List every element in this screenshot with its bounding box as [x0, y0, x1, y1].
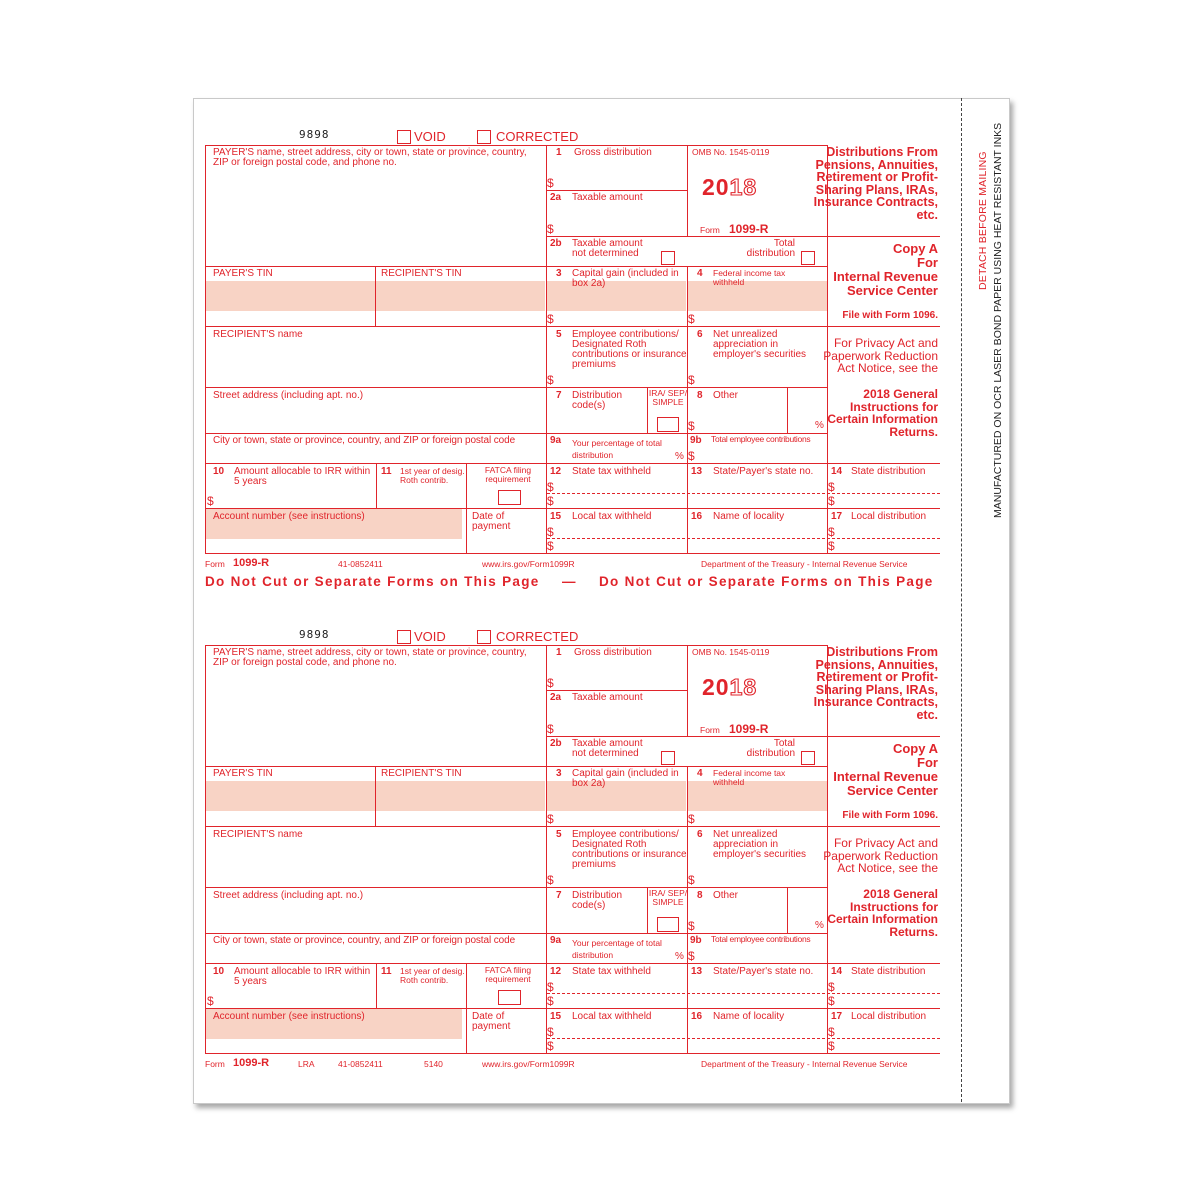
box9a-label: Your percentage of total distribution — [572, 438, 662, 460]
rule-line — [205, 645, 828, 646]
separator-dash: — — [562, 574, 577, 589]
tax-year: 2018 — [702, 174, 758, 200]
dollar-sign: $ — [688, 873, 695, 887]
form-name: 1099-R — [729, 722, 769, 736]
box2b-checkbox[interactable] — [661, 751, 675, 765]
shaded-field — [376, 281, 545, 311]
fatca-label: FATCA filing requirement — [484, 465, 532, 484]
form-label: % — [675, 451, 684, 462]
dashed-rule — [547, 493, 940, 494]
form-code: 9898 — [299, 128, 330, 141]
box6-num: 6 — [697, 329, 703, 340]
box11-label: 1st year of desig. Roth contrib. — [400, 466, 465, 485]
box2b-label: Taxable amount not determined — [572, 238, 643, 259]
box9a-num: 9a — [550, 935, 562, 946]
dollar-sign: $ — [688, 449, 695, 463]
privacy-instructions: 2018 General Instructions for Certain Information Returns. — [827, 387, 938, 439]
payer-tin-label: PAYER'S TIN — [213, 768, 273, 779]
omb-number: OMB No. 1545-0119 — [692, 147, 770, 157]
box2b-num: 2b — [550, 238, 562, 249]
form-word: Form — [700, 725, 720, 735]
box5-num: 5 — [556, 329, 562, 340]
box5-num: 5 — [556, 829, 562, 840]
box3-label: Capital gain (included in box 2a) — [572, 268, 679, 289]
footer-url: www.irs.gov/Form1099R — [482, 559, 575, 569]
date-of-payment-label: Date of payment — [472, 1011, 511, 1032]
rule-line — [827, 826, 940, 827]
dollar-sign: $ — [828, 1025, 835, 1039]
dollar-sign: $ — [688, 373, 695, 387]
dollar-sign: $ — [547, 373, 554, 387]
rule-line — [205, 766, 828, 767]
fatca-label: FATCA filing requirement — [484, 965, 532, 984]
privacy-notice: For Privacy Act and Paperwork Reduction Act Notice, see the — [823, 336, 938, 376]
dollar-sign: $ — [547, 722, 554, 736]
total-distribution-label: Total distribution — [746, 738, 795, 759]
box1-label: 1 Gross distribution — [556, 147, 652, 158]
box4-label: Federal income tax withheld — [713, 268, 786, 287]
box3-num: 3 — [556, 268, 562, 279]
box12-label: 12 State tax withheld — [550, 466, 651, 477]
rule-line — [205, 387, 828, 388]
dollar-sign: $ — [828, 525, 835, 539]
box4-num: 4 — [697, 768, 703, 779]
rule-line — [205, 1053, 940, 1054]
form-label: % — [675, 951, 684, 962]
form-title: Distributions From Pensions, Annuities, Retirement or Profit-Sharing Plans, IRAs, Insurance Contracts, etc. — [813, 645, 938, 722]
dollar-sign: $ — [688, 919, 695, 933]
file-with-label: File with Form 1096. — [842, 310, 938, 321]
footer-department: Department of the Treasury - Internal Revenue Service — [701, 1059, 908, 1069]
dashed-rule — [547, 1038, 940, 1039]
box16-label: 16 Name of locality — [691, 511, 785, 522]
detach-notice: DETACH BEFORE MAILING — [977, 151, 989, 290]
box3-num: 3 — [556, 768, 562, 779]
dollar-sign: $ — [547, 980, 554, 994]
box2b-label: Taxable amount not determined — [572, 738, 643, 759]
date-of-payment-label: Date of payment — [472, 511, 511, 532]
fatca-checkbox[interactable] — [498, 990, 521, 1005]
manufactured-notice: MANUFACTURED ON OCR LASER BOND PAPER USING HEAT RESISTANT INKS — [992, 122, 1004, 518]
for-label: For — [917, 255, 938, 270]
box16-label: 16 Name of locality — [691, 1011, 785, 1022]
street-address-label: Street address (including apt. no.) — [213, 390, 364, 401]
footer-form-name: 1099-R — [233, 1057, 270, 1069]
rule-line — [205, 963, 940, 964]
box9b-label: Total employee contributions — [711, 934, 811, 944]
recipient-name-label: RECIPIENT'S name — [213, 829, 303, 840]
ira-sep-simple-label: IRA/ SEP/ SIMPLE — [648, 888, 688, 907]
box17-label: 17 Local distribution — [831, 511, 927, 522]
copy-a-label: Copy A — [892, 241, 938, 256]
city-label: City or town, state or province, country, and ZIP or foreign postal code — [213, 935, 516, 946]
payer-tin-label: PAYER'S TIN — [213, 268, 273, 279]
box2b-checkbox[interactable] — [661, 251, 675, 265]
corrected-label: CORRECTED — [496, 129, 579, 144]
box11-label: 1st year of desig. Roth contrib. — [400, 966, 465, 985]
corrected-checkbox[interactable] — [477, 130, 491, 144]
shaded-field — [206, 781, 375, 811]
void-checkbox[interactable] — [397, 630, 411, 644]
footer-5140: 5140 — [424, 1059, 443, 1069]
corrected-label: CORRECTED — [496, 629, 579, 644]
box5-label: Employee contributions/ Designated Roth contributions or insurance premiums — [572, 329, 687, 370]
copy-a-label: Copy A — [892, 741, 938, 756]
box6-label: Net unrealized appreciation in employer's securities — [713, 329, 807, 360]
privacy-instructions: 2018 General Instructions for Certain Information Returns. — [827, 887, 938, 939]
privacy-notice: For Privacy Act and Paperwork Reduction Act Notice, see the — [823, 836, 938, 876]
shaded-field — [376, 781, 545, 811]
irs-center-label: Internal Revenue Service Center — [833, 269, 938, 298]
box9a-num: 9a — [550, 435, 562, 446]
box3-label: Capital gain (included in box 2a) — [572, 768, 679, 789]
footer-department: Department of the Treasury - Internal Revenue Service — [701, 559, 908, 569]
dollar-sign: $ — [547, 1025, 554, 1039]
dollar-sign: $ — [547, 494, 554, 508]
dollar-sign: $ — [828, 1039, 835, 1053]
rule-line — [546, 190, 687, 191]
dollar-sign: $ — [547, 480, 554, 494]
box7-num: 7 — [556, 890, 562, 901]
box10-num: 10 — [213, 466, 225, 477]
rule-line — [827, 326, 940, 327]
for-label: For — [917, 755, 938, 770]
rule-line — [205, 1008, 940, 1009]
rule-line — [687, 766, 688, 1053]
rule-line — [205, 326, 828, 327]
box17-label: 17 Local distribution — [831, 1011, 927, 1022]
ira-sep-simple-checkbox[interactable] — [657, 417, 679, 432]
corrected-checkbox[interactable] — [477, 630, 491, 644]
box10-label: Amount allocable to IRR within 5 years — [234, 966, 371, 987]
account-number-label: Account number (see instructions) — [213, 1011, 365, 1022]
dollar-sign: $ — [828, 480, 835, 494]
rule-line — [205, 266, 828, 267]
dollar-sign: $ — [688, 812, 695, 826]
box1-label: 1 Gross distribution — [556, 647, 652, 658]
dollar-sign: $ — [688, 312, 695, 326]
recipient-tin-label: RECIPIENT'S TIN — [381, 268, 462, 279]
box10-label: Amount allocable to IRR within 5 years — [234, 466, 371, 487]
rule-line — [376, 963, 377, 1008]
form-word: Form — [700, 225, 720, 235]
void-label: VOID — [414, 129, 446, 144]
dollar-sign: $ — [828, 494, 835, 508]
box13-label: 13 State/Payer's state no. — [691, 966, 814, 977]
box15-label: 15 Local tax withheld — [550, 1011, 652, 1022]
dollar-sign: $ — [688, 419, 695, 433]
box7-label: Distribution code(s) — [572, 890, 623, 911]
form-code: 9898 — [299, 628, 330, 641]
void-label: VOID — [414, 629, 446, 644]
footer-form-word: Form — [205, 1059, 225, 1069]
dollar-sign: $ — [547, 994, 554, 1008]
rule-line — [205, 826, 828, 827]
box14-label: 14 State distribution — [831, 466, 926, 477]
rule-line — [205, 887, 828, 888]
box9b-label: Total employee contributions — [711, 434, 811, 444]
dollar-sign: $ — [547, 222, 554, 236]
box8-label: Other — [713, 390, 739, 401]
box6-num: 6 — [697, 829, 703, 840]
dollar-sign: $ — [547, 539, 554, 553]
dashed-rule — [547, 993, 940, 994]
dollar-sign: $ — [547, 1039, 554, 1053]
rule-line — [205, 145, 828, 146]
rule-line — [375, 266, 376, 327]
payer-info-label: PAYER'S name, street address, city or town, state or province, country, ZIP or foreign postal code, and phone no. — [213, 147, 527, 168]
rule-line — [687, 645, 688, 736]
void-checkbox[interactable] — [397, 130, 411, 144]
dollar-sign: $ — [547, 812, 554, 826]
form-1099r-top — [0, 0, 1200, 569]
box2a-label: 2a Taxable amount — [550, 192, 643, 203]
rule-line — [546, 236, 940, 237]
dollar-sign: $ — [547, 873, 554, 887]
box9b-num: 9b — [690, 935, 702, 946]
rule-line — [546, 736, 940, 737]
footer-lra: LRA — [298, 1059, 315, 1069]
rule-line — [205, 145, 206, 553]
ira-sep-simple-checkbox[interactable] — [657, 917, 679, 932]
box11-num: 11 — [381, 466, 392, 477]
box4-label: Federal income tax withheld — [713, 768, 786, 787]
do-not-cut-left: Do Not Cut or Separate Forms on This Page — [205, 574, 540, 589]
footer-catalog: 41-0852411 — [338, 559, 383, 569]
omb-number: OMB No. 1545-0119 — [692, 647, 770, 657]
dollar-sign: $ — [828, 539, 835, 553]
box2a-label: 2a Taxable amount — [550, 692, 643, 703]
payer-info-label: PAYER'S name, street address, city or town, state or province, country, ZIP or foreign postal code, and phone no. — [213, 647, 527, 668]
box9a-label: Your percentage of total distribution — [572, 938, 662, 960]
tax-year: 2018 — [702, 674, 758, 700]
box8-num: 8 — [697, 390, 703, 401]
form-title: Distributions From Pensions, Annuities, Retirement or Profit-Sharing Plans, IRAs, Insurance Contracts, etc. — [813, 145, 938, 222]
footer-url: www.irs.gov/Form1099R — [482, 1059, 575, 1069]
file-with-label: File with Form 1096. — [842, 810, 938, 821]
box10-dollar: $ — [207, 994, 214, 1008]
recipient-tin-label: RECIPIENT'S TIN — [381, 768, 462, 779]
box11-num: 11 — [381, 966, 392, 977]
dollar-sign: $ — [828, 980, 835, 994]
box7-num: 7 — [556, 390, 562, 401]
rule-line — [687, 145, 688, 236]
irs-center-label: Internal Revenue Service Center — [833, 769, 938, 798]
total-distribution-label: Total distribution — [746, 238, 795, 259]
account-number-label: Account number (see instructions) — [213, 511, 365, 522]
form-label: % — [815, 920, 824, 931]
do-not-cut-right: Do Not Cut or Separate Forms on This Page — [599, 574, 934, 589]
ira-sep-simple-label: IRA/ SEP/ SIMPLE — [648, 388, 688, 407]
box12-label: 12 State tax withheld — [550, 966, 651, 977]
box6-label: Net unrealized appreciation in employer's securities — [713, 829, 807, 860]
box8-num: 8 — [697, 890, 703, 901]
form-label: % — [815, 420, 824, 431]
shaded-field — [206, 281, 375, 311]
city-label: City or town, state or province, country, and ZIP or foreign postal code — [213, 435, 516, 446]
rule-line — [375, 766, 376, 827]
dollar-sign: $ — [828, 994, 835, 1008]
footer-catalog: 41-0852411 — [338, 1059, 383, 1069]
rule-line — [205, 645, 206, 1053]
box4-num: 4 — [697, 268, 703, 279]
rule-line — [787, 888, 788, 933]
street-address-label: Street address (including apt. no.) — [213, 890, 364, 901]
dollar-sign: $ — [547, 525, 554, 539]
dollar-sign: $ — [547, 676, 554, 690]
box9b-num: 9b — [690, 435, 702, 446]
box2b-num: 2b — [550, 738, 562, 749]
footer-form-name: 1099-R — [233, 557, 270, 569]
recipient-name-label: RECIPIENT'S name — [213, 329, 303, 340]
rule-line — [205, 463, 940, 464]
box5-label: Employee contributions/ Designated Roth contributions or insurance premiums — [572, 829, 687, 870]
rule-line — [787, 388, 788, 433]
box7-label: Distribution code(s) — [572, 390, 623, 411]
form-name: 1099-R — [729, 222, 769, 236]
box10-dollar: $ — [207, 494, 214, 508]
rule-line — [546, 690, 687, 691]
dollar-sign: $ — [547, 176, 554, 190]
box13-label: 13 State/Payer's state no. — [691, 466, 814, 477]
footer-form-word: Form — [205, 559, 225, 569]
box14-label: 14 State distribution — [831, 966, 926, 977]
box8-label: Other — [713, 890, 739, 901]
dollar-sign: $ — [547, 312, 554, 326]
box15-label: 15 Local tax withheld — [550, 511, 652, 522]
box10-num: 10 — [213, 966, 225, 977]
dollar-sign: $ — [688, 949, 695, 963]
